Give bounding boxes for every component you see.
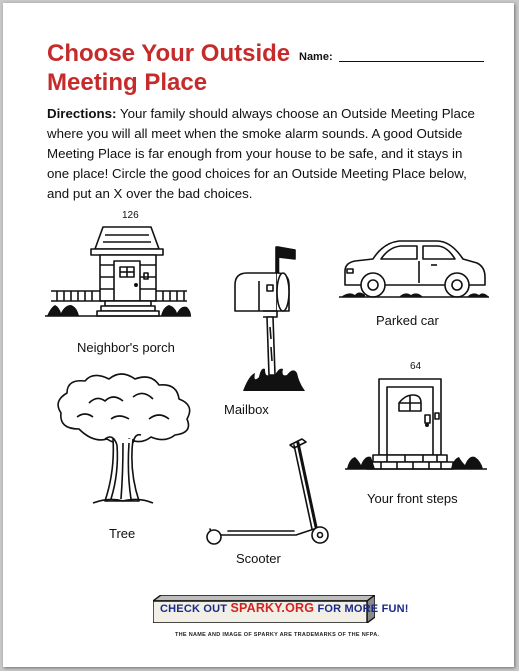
porch-house-number: 126 bbox=[122, 210, 139, 221]
banner-site-link[interactable]: SPARKY.ORG bbox=[230, 601, 315, 615]
sparky-banner[interactable] bbox=[160, 601, 409, 615]
directions-label: Directions: bbox=[47, 106, 117, 121]
tree-icon[interactable] bbox=[49, 373, 197, 521]
trademark-notice: THE NAME AND IMAGE OF SPARKY ARE TRADEMARKS OF THE NFPA. bbox=[175, 632, 380, 638]
directions-paragraph bbox=[47, 104, 487, 204]
scooter-caption: Scooter bbox=[236, 551, 281, 566]
car-caption: Parked car bbox=[376, 313, 439, 328]
worksheet-page bbox=[3, 3, 514, 667]
name-label: Name: bbox=[299, 51, 333, 63]
mailbox-icon[interactable] bbox=[229, 243, 309, 393]
steps-house-number: 64 bbox=[410, 361, 422, 372]
front-steps-icon[interactable] bbox=[341, 373, 491, 485]
scooter-icon[interactable] bbox=[198, 431, 338, 553]
steps-caption: Your front steps bbox=[367, 491, 458, 506]
directions-text: Your family should always choose an Outside Meeting Place where you will all meet when the smoke alarm sounds. A good Outside Meeting Place is far enough from your house to be safe, and it stays in one place! Circle the good choices for an Outside Meeting Place below, and put an X over the bad choices. bbox=[47, 106, 475, 201]
banner-prefix: CHECK OUT bbox=[160, 603, 231, 615]
mailbox-caption: Mailbox bbox=[224, 402, 269, 417]
banner-suffix: FOR MORE FUN! bbox=[314, 603, 409, 615]
tree-caption: Tree bbox=[109, 526, 136, 541]
parked-car-icon[interactable] bbox=[339, 233, 489, 305]
neighbors-porch-icon[interactable] bbox=[43, 221, 193, 333]
page-title: Choose Your Outside Meeting Place bbox=[47, 40, 291, 96]
name-blank-line[interactable] bbox=[339, 61, 484, 62]
porch-caption: Neighbor's porch bbox=[77, 340, 175, 355]
